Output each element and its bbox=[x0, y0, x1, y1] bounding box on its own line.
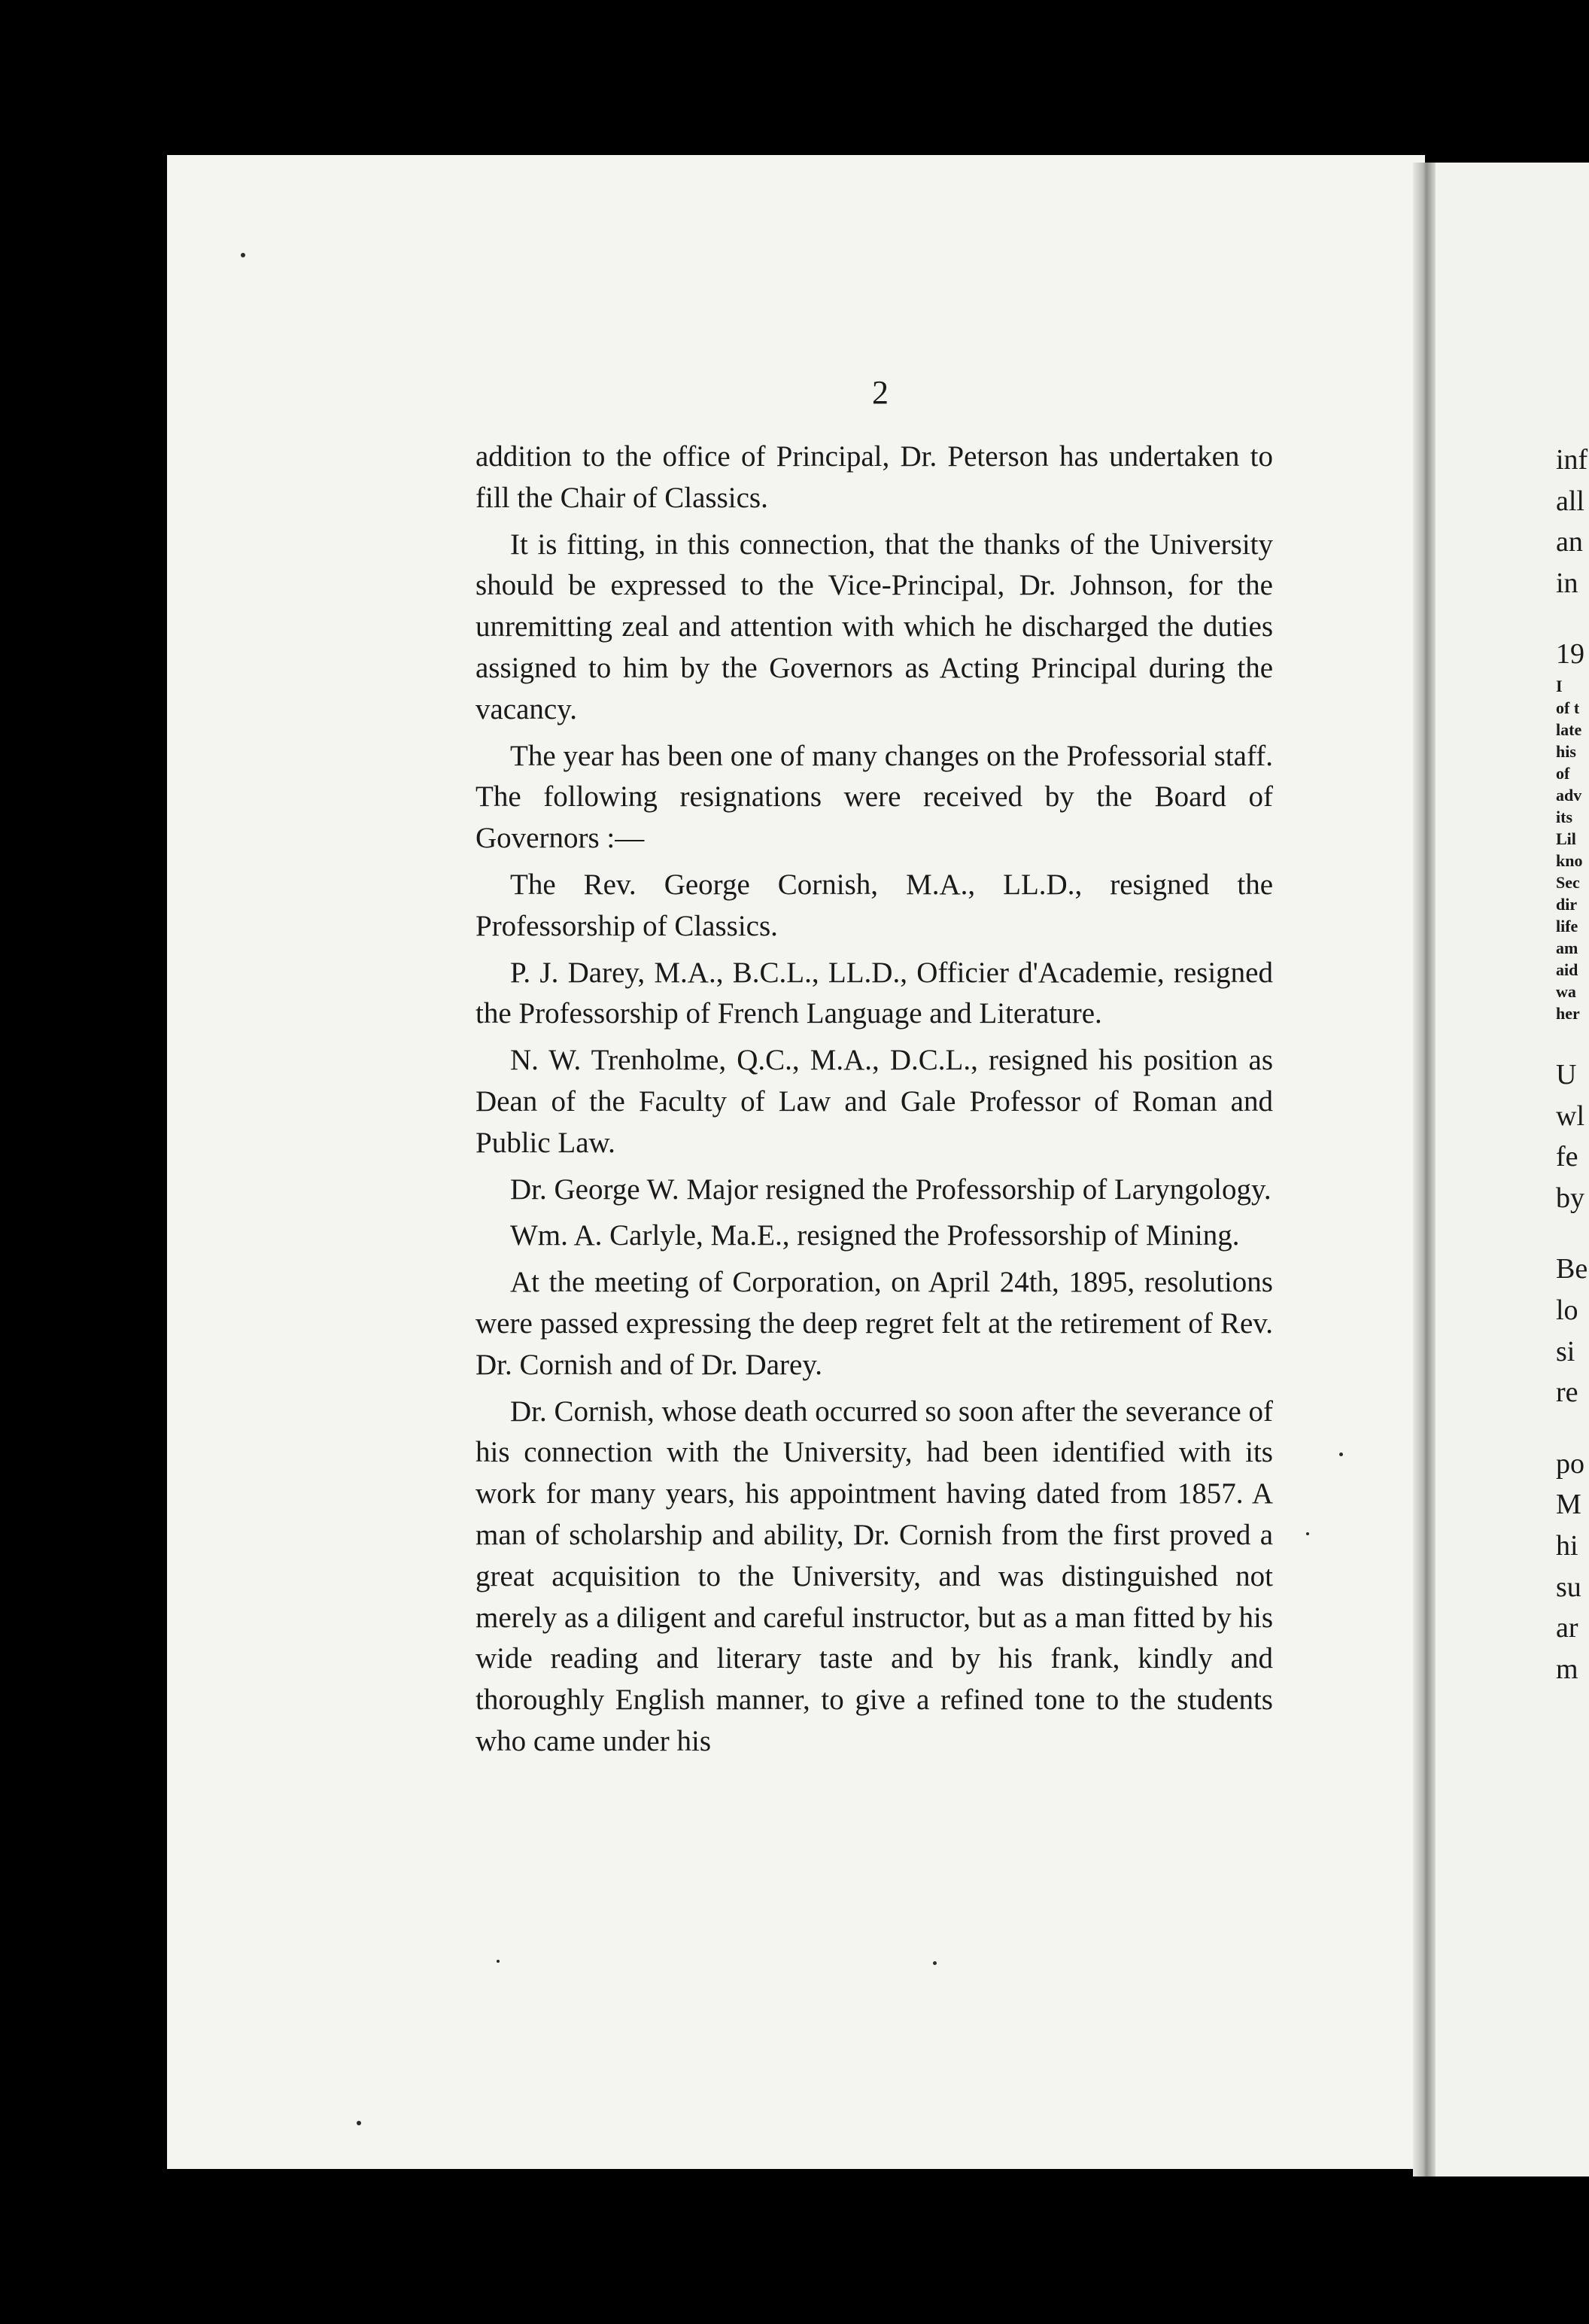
facing-fragment: M bbox=[1556, 1489, 1581, 1521]
facing-fragment: of bbox=[1556, 763, 1570, 783]
facing-fragment: Lil bbox=[1556, 829, 1576, 848]
page-body bbox=[475, 437, 1273, 1768]
page-number: 2 bbox=[872, 374, 889, 411]
paragraph: The year has been one of many changes on the Professorial staff. The following resignations were received by the Board of Governors :— bbox=[475, 739, 1273, 855]
scan-speck bbox=[1339, 1452, 1343, 1456]
facing-fragment: re bbox=[1556, 1376, 1578, 1409]
facing-fragment: kno bbox=[1556, 850, 1583, 870]
facing-fragment: Sec bbox=[1556, 872, 1580, 892]
facing-fragment: si bbox=[1556, 1335, 1575, 1367]
paragraph: Dr. Cornish, whose death occurred so soon after the severance of his connection with the University, had been identified with its work for many years, his appointment having dated from 1857. A man of scholarship and ability, Dr. Cornish from the first proved a great acquisition to the University, and was distinguished not merely as a diligent and careful instructor, but as a man fitted by his wide reading and literary taste and by his frank, kindly and thoroughly English manner, to give a refined tone to the students who came under his bbox=[475, 1395, 1273, 1757]
facing-fragment: late bbox=[1556, 719, 1582, 739]
facing-fragment: of t bbox=[1556, 698, 1580, 717]
scan-speck bbox=[357, 2121, 361, 2125]
paragraph: P. J. Darey, M.A., B.C.L., LL.D., Officier d'Academie, resigned the Professorship of French Language and Literature. bbox=[475, 956, 1273, 1030]
facing-fragment: m bbox=[1556, 1653, 1578, 1685]
facing-fragment: adv bbox=[1556, 785, 1582, 805]
facing-fragment: po bbox=[1556, 1447, 1584, 1480]
scan-speck bbox=[933, 1961, 937, 1965]
facing-fragment: lo bbox=[1556, 1294, 1578, 1326]
paragraph: The Rev. George Cornish, M.A., LL.D., resigned the Professorship of Classics. bbox=[475, 868, 1273, 942]
facing-fragment: I bbox=[1556, 676, 1563, 695]
facing-fragment: inf bbox=[1556, 444, 1588, 476]
facing-fragment: by bbox=[1556, 1182, 1584, 1214]
facing-fragment: life bbox=[1556, 916, 1578, 935]
facing-fragment: wa bbox=[1556, 981, 1576, 1001]
facing-fragment: all bbox=[1556, 485, 1584, 517]
facing-fragment: his bbox=[1556, 741, 1576, 761]
facing-fragment: dir bbox=[1556, 894, 1578, 914]
paragraph: At the meeting of Corporation, on April 24th, 1895, resolutions were passed expressing the deep regret felt at the retirement of Rev. Dr. Cornish and of Dr. Darey. bbox=[475, 1266, 1273, 1381]
paragraph: addition to the office of Principal, Dr. Peterson has undertaken to fill the Chair of Classics. bbox=[475, 440, 1273, 514]
facing-fragment: in bbox=[1556, 567, 1578, 599]
facing-fragment: hi bbox=[1556, 1529, 1578, 1562]
facing-fragment: aid bbox=[1556, 960, 1578, 979]
scan-speck bbox=[497, 1960, 500, 1963]
scan-speck bbox=[241, 253, 245, 257]
facing-fragment: wl bbox=[1556, 1100, 1584, 1132]
facing-fragment: ar bbox=[1556, 1612, 1578, 1644]
scan-speck bbox=[1306, 1532, 1309, 1535]
paragraph: Dr. George W. Major resigned the Professorship of Laryngology. bbox=[510, 1173, 1272, 1206]
facing-fragment: su bbox=[1556, 1571, 1581, 1603]
paragraph: N. W. Trenholme, Q.C., M.A., D.C.L., resigned his position as Dean of the Faculty of Law and Gale Professor of Roman and Public Law. bbox=[475, 1044, 1273, 1159]
facing-fragment: fe bbox=[1556, 1141, 1578, 1173]
paragraph: Wm. A. Carlyle, Ma.E., resigned the Professorship of Mining. bbox=[510, 1219, 1240, 1252]
facing-fragment: her bbox=[1556, 1003, 1580, 1023]
facing-fragment: Be bbox=[1556, 1253, 1588, 1285]
paragraph: It is fitting, in this connection, that the thanks of the University should be expressed to the Vice-Principal, Dr. Johnson, for the unremitting zeal and attention with which he discharged the duties assigned to him by the Governors as Acting Principal during the vacancy. bbox=[475, 528, 1273, 725]
book-gutter bbox=[1413, 163, 1436, 2176]
facing-page-text bbox=[1556, 440, 1587, 1690]
facing-fragment: 19 bbox=[1556, 638, 1584, 671]
facing-fragment: am bbox=[1556, 938, 1578, 957]
facing-fragment: its bbox=[1556, 807, 1572, 826]
facing-fragment: an bbox=[1556, 526, 1583, 558]
facing-fragment: U bbox=[1556, 1058, 1577, 1091]
